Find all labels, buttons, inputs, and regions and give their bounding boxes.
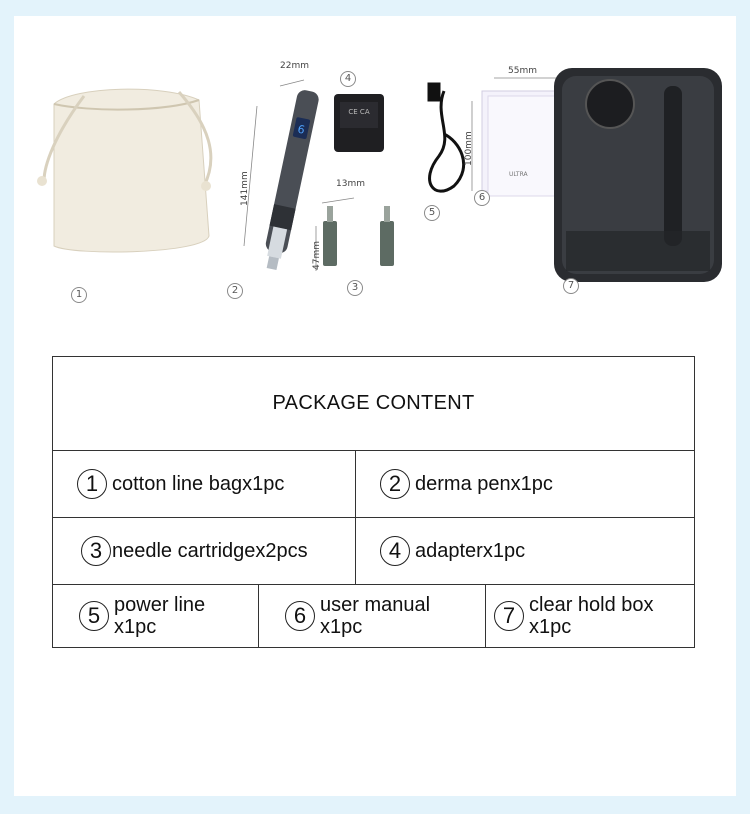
item-number-6: 6 bbox=[285, 601, 315, 631]
svg-text:ULTRA: ULTRA bbox=[509, 171, 528, 178]
item-cell-5 bbox=[53, 585, 259, 648]
item-qty-5: x1pc bbox=[114, 616, 157, 638]
marker-7: 7 bbox=[563, 278, 579, 294]
item-cell-7 bbox=[486, 585, 695, 648]
item-label-1: cotton line bagx1pc bbox=[112, 473, 285, 495]
item-cell-1 bbox=[53, 451, 356, 518]
item-label-6: user manual bbox=[320, 594, 431, 616]
pen-length-label: 141mm bbox=[240, 171, 250, 206]
package-title: PACKAGE CONTENT bbox=[53, 357, 695, 451]
clear-hold-box-image bbox=[554, 68, 722, 282]
item-label-2: derma penx1pc bbox=[415, 473, 553, 495]
marker-5: 5 bbox=[424, 205, 440, 221]
cartridge-width-label: 13mm bbox=[336, 179, 365, 189]
manual-width-label: 55mm bbox=[508, 66, 537, 76]
item-label-4: adapterx1pc bbox=[415, 540, 526, 562]
svg-text:CE CA: CE CA bbox=[348, 108, 370, 116]
item-number-1: 1 bbox=[77, 469, 107, 499]
product-illustration bbox=[14, 16, 736, 326]
item-label-5: power line bbox=[114, 594, 206, 616]
marker-6: 6 bbox=[474, 190, 490, 206]
product-photo bbox=[14, 16, 736, 326]
cartridge-length-label: 47mm bbox=[312, 241, 322, 270]
manual-length-label: 100mm bbox=[464, 131, 474, 166]
item-label-3: needle cartridgex2pcs bbox=[112, 540, 308, 562]
power-line-image bbox=[429, 84, 464, 191]
item-number-3: 3 bbox=[81, 536, 111, 566]
item-cell-3 bbox=[53, 518, 356, 585]
item-cell-4 bbox=[356, 518, 695, 585]
adapter-image bbox=[334, 94, 384, 152]
item-cell-6 bbox=[259, 585, 486, 648]
item-number-7: 7 bbox=[494, 601, 524, 631]
cotton-bag-image bbox=[37, 89, 211, 252]
needle-cartridge-image bbox=[323, 206, 394, 266]
item-label-7: clear hold box bbox=[529, 594, 654, 616]
package-content-table bbox=[52, 356, 695, 648]
item-number-2: 2 bbox=[380, 469, 410, 499]
product-sheet bbox=[14, 16, 736, 796]
item-qty-6: x1pc bbox=[320, 616, 363, 638]
item-number-5: 5 bbox=[79, 601, 109, 631]
svg-text:6: 6 bbox=[296, 122, 306, 137]
marker-3: 3 bbox=[347, 280, 363, 296]
marker-4: 4 bbox=[340, 71, 356, 87]
user-manual-image bbox=[482, 91, 561, 196]
item-number-4: 4 bbox=[380, 536, 410, 566]
marker-1: 1 bbox=[71, 287, 87, 303]
marker-2: 2 bbox=[227, 283, 243, 299]
pen-width-label: 22mm bbox=[280, 61, 309, 71]
item-cell-2 bbox=[356, 451, 695, 518]
item-qty-7: x1pc bbox=[529, 616, 572, 638]
